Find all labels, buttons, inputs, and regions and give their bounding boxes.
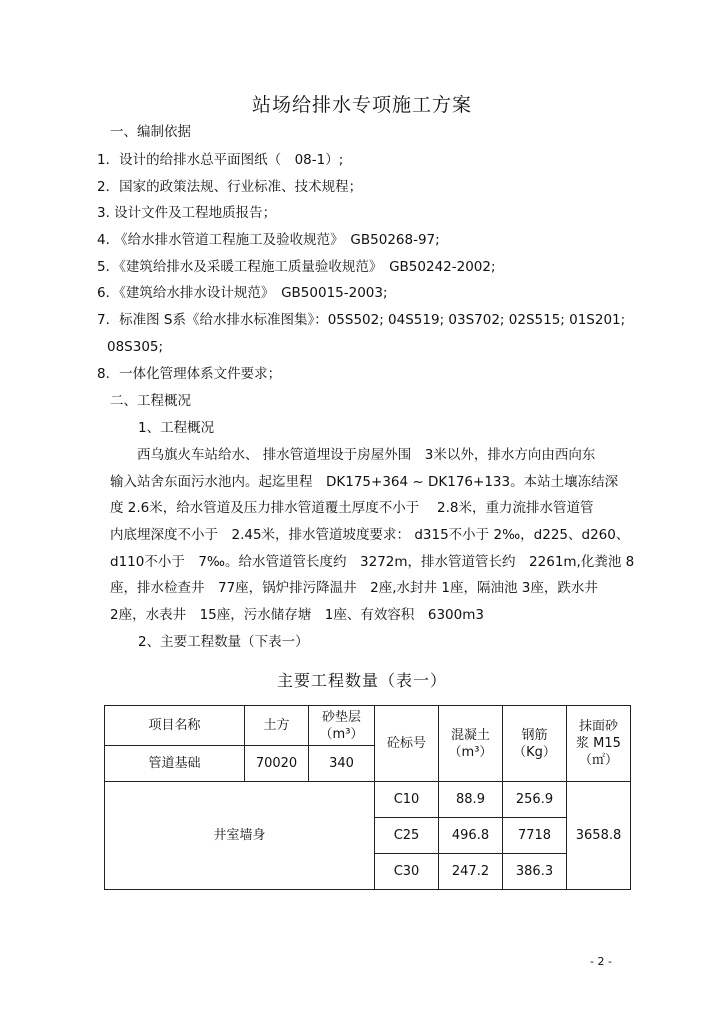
header-item-name: 项目名称 [105,706,245,746]
rebar-value-cell: 256.9 [503,782,567,818]
basis-item: 4. 《给水排水管道工程施工及验收规范》 GB50268-97; [97,232,440,248]
concrete-grade-cell: C25 [375,818,439,854]
pipe-foundation-earthwork: 70020 [245,746,309,782]
basis-item: 8．一体化管理体系文件要求； [97,366,282,382]
paragraph-line: 2座，水表井 15座，污水储存塘 1座、有效容积 6300m3 [110,607,484,624]
mortar-value-cell: 3658.8 [567,782,631,890]
section-heading-overview: 二、工程概况 [110,393,191,409]
basis-item: 5．《建筑给排水及采暖工程施工质量验收规范》 GB50242-2002; [97,259,496,275]
overview-paragraph [110,442,635,629]
basis-item: 7．标准图 S系《给水排水标准图集》：05S502; 04S519; 03S702; 02S515; 01S201; [97,312,626,328]
header-mortar-unit: （㎡） [578,753,618,768]
paragraph-line: 内底埋深度不小于 2.45米，排水管道坡度要求： d315不小于 2‰，d225、d260、 [110,527,630,544]
rebar-value-cell: 7718 [503,818,567,854]
well-body-name: 井室墙身 [105,782,375,890]
quantity-table [104,705,631,890]
basis-item: 2．国家的政策法规、行业标准、技术规程； [97,179,363,195]
basis-item: 3. 设计文件及工程地质报告； [97,205,277,221]
concrete-grade-cell: C30 [375,854,439,890]
table-row [105,782,631,818]
paragraph-line: d110不小于 7‰。给水管道管长度约 3272m，排水管道管长约 2261m,化粪池 8 [110,553,635,570]
basis-item-continuation: 08S305; [107,339,164,355]
header-sand-cushion [309,706,375,746]
basis-item: 6．《建筑给水排水设计规范》 GB50015-2003; [97,285,388,301]
pipe-foundation-sand: 340 [309,746,375,782]
paragraph-line: 座，排水检查井 77座，锅炉排污降温井 2座,水封井 1座，隔油池 3座，跌水井 [110,580,598,597]
subsection-heading: 1、工程概况 [138,420,215,436]
header-mortar-label-2: 浆 M15 [576,736,621,751]
header-rebar-unit: （Kg） [513,744,556,760]
subsection-heading: 2、主要工程数量（下表一） [138,634,309,650]
header-earthwork: 土方 [245,706,309,746]
header-mortar-label: 抹面砂 [578,719,618,734]
section-heading-basis: 一、编制依据 [110,124,191,140]
concrete-value-cell: 496.8 [439,818,503,854]
concrete-grade-cell: C10 [375,782,439,818]
header-concrete [439,706,503,782]
concrete-value-cell: 88.9 [439,782,503,818]
header-sand-unit: （m³） [319,726,364,742]
pipe-foundation-name: 管道基础 [105,746,245,782]
header-mortar [567,706,631,782]
header-concrete-unit: （m³） [448,744,493,760]
concrete-value-cell: 247.2 [439,854,503,890]
paragraph-line: 度 2.6米，给水管道及压力排水管道覆土厚度不小于 2.8米，重力流排水管道管 [110,500,594,517]
paragraph-line: 输入站舍东面污水池内。起迄里程 DK175+364 ~ DK176+133。本站土壤冻结深 [110,473,619,490]
header-rebar [503,706,567,782]
header-sand-label: 砂垫层 [321,709,361,725]
document-title: 站场给排水专项施工方案 [251,94,472,116]
page-number: - 2 - [590,955,612,968]
table-title: 主要工程数量（表一） [276,671,447,690]
header-rebar-label: 钢筋 [521,727,548,743]
rebar-value-cell: 386.3 [503,854,567,890]
header-concrete-grade: 砼标号 [375,706,439,782]
basis-item: 1．设计的给排水总平面图纸（ 08-1）; [97,152,344,168]
paragraph-line: 西乌旗火车站给水、 排水管道埋设于房屋外围 3米以外，排水方向由西向东 [110,447,596,463]
header-concrete-label: 混凝土 [450,727,490,743]
